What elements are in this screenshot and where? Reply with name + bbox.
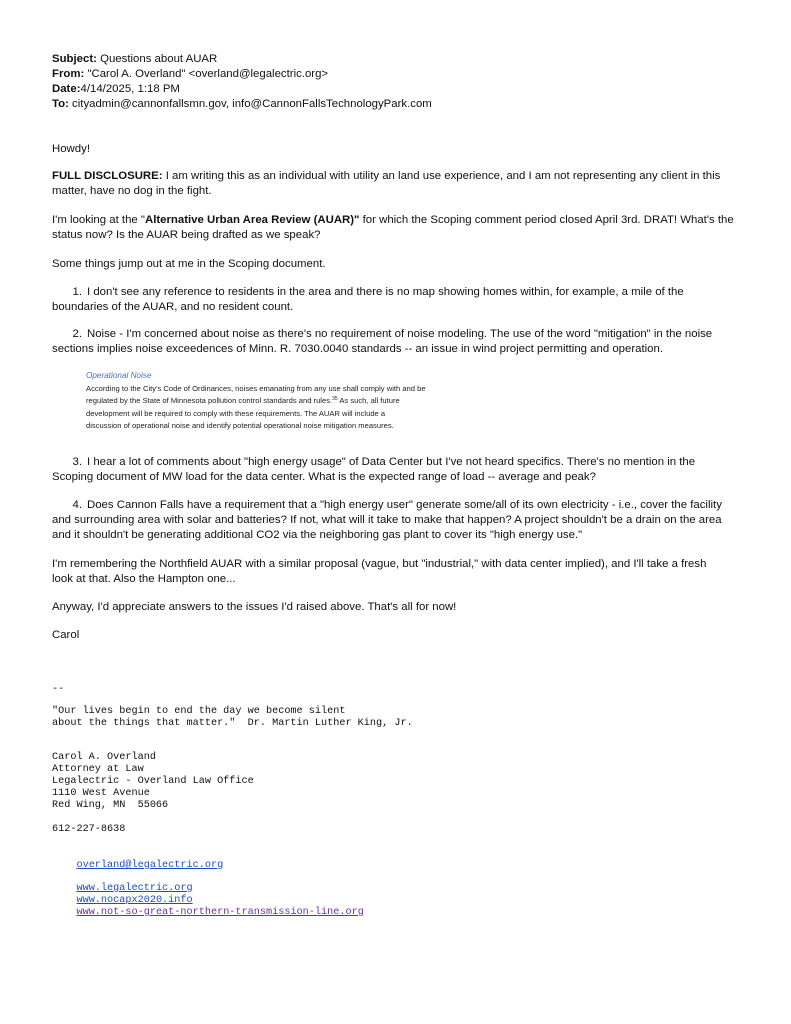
signature-separator: -- xyxy=(52,684,65,695)
list-item-4 xyxy=(52,498,742,543)
list-text-line-3: and it shouldn't be generating additional CO2 via the neighboring gas plant to cover its "high energy use." xyxy=(52,529,583,541)
auar-pre: I'm looking at the " xyxy=(52,214,145,226)
disclosure-text-1: I am writing this as an individual with utility an land use experience, and I am not representing any client in this xyxy=(165,170,721,182)
from-label: From: xyxy=(52,68,85,80)
list-text-line-2: sections implies noise exceedences of Minn. R. 7030.0040 standards -- an issue in wind project permitting and operation. xyxy=(52,343,664,355)
quote-line-1: "Our lives begin to end the day we become silent xyxy=(52,706,346,717)
sender-name: Carol xyxy=(52,629,80,641)
website-link-row-3 xyxy=(52,895,364,931)
to-label: To: xyxy=(52,98,69,110)
list-item-2 xyxy=(52,327,742,357)
list-text-line-2: and surrounding area with solar and batteries? If not, what will it take to make that happen? A project shouldn't be a drain on the area xyxy=(52,514,722,526)
auar-paragraph xyxy=(52,213,742,243)
disclosure-paragraph xyxy=(52,169,742,199)
jump-paragraph: Some things jump out at me in the Scoping document. xyxy=(52,258,326,270)
signature-title: Attorney at Law xyxy=(52,764,144,775)
excerpt-line-3: development will be required to comply with these requirements. The AUAR will include a xyxy=(86,408,386,418)
signature-phone: 612-227-8638 xyxy=(52,824,126,835)
list-number: 1. xyxy=(72,286,82,298)
disclosure-label: FULL DISCLOSURE: xyxy=(52,170,163,182)
signature-street: 1110 West Avenue xyxy=(52,788,150,799)
from-value: "Carol A. Overland" <overland@legalectric.org> xyxy=(87,68,329,80)
scoping-excerpt-image xyxy=(86,370,486,433)
date-line xyxy=(52,82,180,97)
website-link-transmission[interactable]: www.not-so-great-northern-transmission-line.org xyxy=(76,907,364,918)
auar-bold: Alternative Urban Area Review (AUAR)" xyxy=(144,214,360,226)
list-number: 2. xyxy=(72,328,82,340)
subject-label: Subject: xyxy=(52,53,97,65)
list-text-line-1: I don't see any reference to residents in the area and there is no map showing homes within, for example, a mile of the xyxy=(87,286,684,298)
excerpt-title: Operational Noise xyxy=(86,371,152,380)
list-text-line-1: I hear a lot of comments about "high energy usage" of Data Center but I've not heard specifics. There's no mention in the xyxy=(87,456,696,468)
signature-office: Legalectric - Overland Law Office xyxy=(52,776,254,787)
date-value: 4/14/2025, 1:18 PM xyxy=(80,83,180,95)
list-item-1 xyxy=(52,285,742,315)
excerpt-line-4: discussion of operational noise and identify potential operational noise mitigation measures. xyxy=(86,421,394,430)
from-line xyxy=(52,67,328,82)
website-link-nocapx[interactable]: www.nocapx2020.info xyxy=(76,895,193,906)
excerpt-line-1: According to the City's Code of Ordinances, noises emanating from any use shall comply with and be xyxy=(86,383,426,393)
to-value: cityadmin@cannonfallsmn.gov, info@CannonFallsTechnologyPark.com xyxy=(72,98,432,110)
date-label: Date: xyxy=(52,83,81,95)
northfield-line-2: look at that. Also the Hampton one... xyxy=(52,573,236,585)
excerpt-line-2: regulated by the State of Minnesota pollution control standards and rules.$^{35}$ As such, all future xyxy=(86,396,400,405)
quote-line-2: about the things that matter." Dr. Martin Luther King, Jr. xyxy=(52,718,413,729)
email-link[interactable]: overland@legalectric.org xyxy=(76,860,224,871)
northfield-line-1: I'm remembering the Northfield AUAR with a similar proposal (vague, but "industrial," with data center implied), and I'll take a fresh xyxy=(52,558,707,570)
greeting: Howdy! xyxy=(52,143,90,155)
list-text-line-1: Noise - I'm concerned about noise as there's no requirement of noise modeling. The use of the word "mitigation" in the noise xyxy=(87,328,713,340)
auar-line-2: status now? Is the AUAR being drafted as we speak? xyxy=(52,229,321,241)
subject-line xyxy=(52,52,217,67)
closing-paragraph: Anyway, I'd appreciate answers to the issues I'd raised above. That's all for now! xyxy=(52,601,457,613)
signature-name: Carol A. Overland xyxy=(52,752,156,763)
list-text-line-2: boundaries of the AUAR, and no resident count. xyxy=(52,301,294,313)
list-item-3 xyxy=(52,455,742,485)
website-link-legalectric[interactable]: www.legalectric.org xyxy=(76,883,193,894)
auar-post: for which the Scoping comment period closed April 3rd. DRAT! What's the xyxy=(359,214,734,226)
list-text-line-1: Does Cannon Falls have a requirement that a "high energy user" generate some/all of its own electricity - i.e., cover the facility xyxy=(87,499,722,511)
subject-value: Questions about AUAR xyxy=(100,53,218,65)
northfield-paragraph xyxy=(52,557,742,587)
list-text-line-2: Scoping document of MW load for the data center. What is the expected range of load -- average and peak? xyxy=(52,471,596,483)
to-line xyxy=(52,97,432,112)
list-number: 3. xyxy=(72,456,82,468)
list-number: 4. xyxy=(72,499,82,511)
signature-city: Red Wing, MN 55066 xyxy=(52,800,169,811)
disclosure-text-2: matter, have no dog in the fight. xyxy=(52,185,212,197)
